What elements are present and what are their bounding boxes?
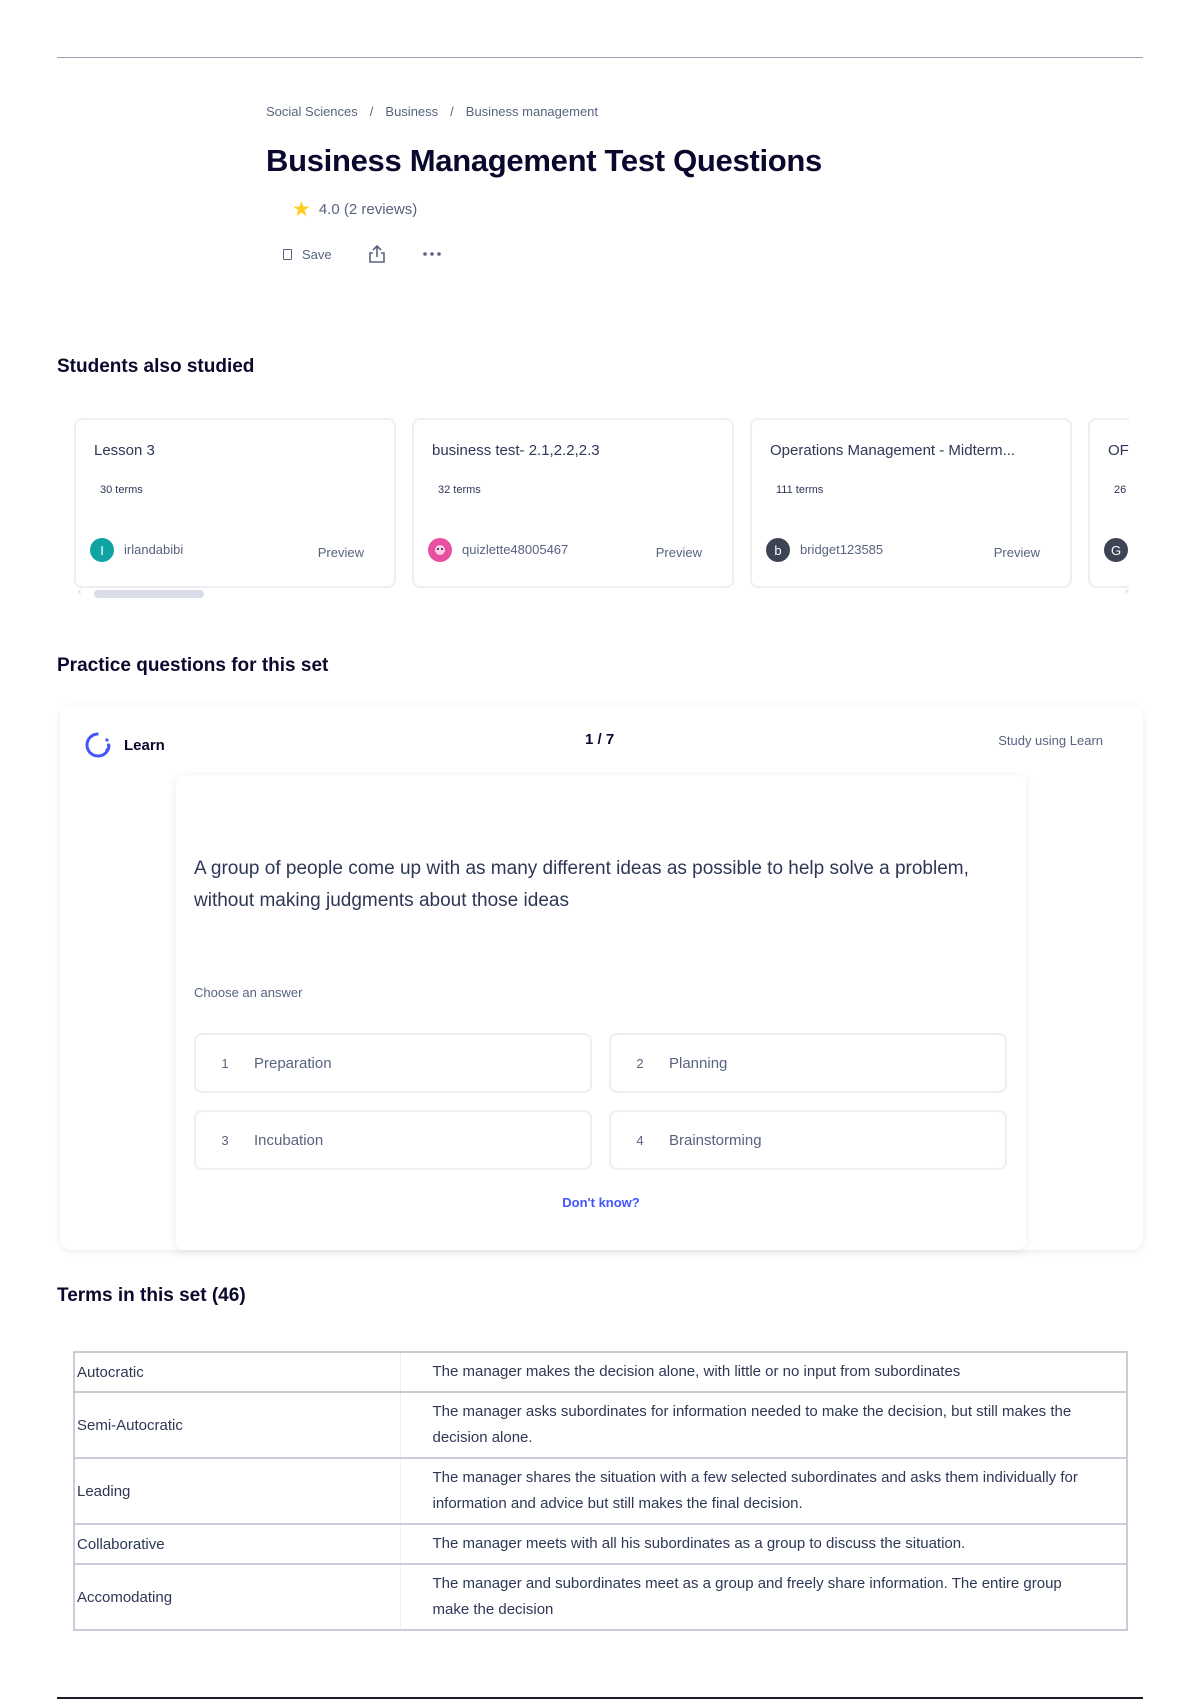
scroll-left-icon[interactable]: ‹ bbox=[78, 586, 82, 597]
breadcrumb-item[interactable]: Business bbox=[385, 104, 439, 119]
option-label: Planning bbox=[669, 1054, 728, 1072]
breadcrumb bbox=[266, 104, 1126, 119]
avatar-face-icon bbox=[433, 543, 447, 557]
practice-questions-heading: Practice questions for this set bbox=[57, 655, 329, 676]
card-term-count: 30 terms bbox=[100, 484, 143, 496]
rating-text: 4.0 (2 reviews) bbox=[318, 201, 418, 218]
card-username[interactable]: irlandabibi bbox=[124, 542, 184, 557]
term-cell: Collaborative bbox=[74, 1524, 400, 1564]
term-cell: Semi-Autocratic bbox=[74, 1392, 400, 1458]
bottom-divider bbox=[57, 1697, 1143, 1699]
option-number: 1 bbox=[221, 1055, 229, 1071]
practice-panel bbox=[60, 705, 1143, 1250]
option-label: Incubation bbox=[254, 1131, 324, 1149]
avatar: b bbox=[766, 538, 790, 562]
related-set-card[interactable] bbox=[412, 418, 734, 588]
answer-option[interactable] bbox=[194, 1033, 592, 1093]
definition-cell: The manager makes the decision alone, with little or no input from subordinates bbox=[400, 1352, 1127, 1392]
answer-option[interactable] bbox=[609, 1033, 1007, 1093]
card-title: Lesson 3 bbox=[94, 442, 155, 459]
star-icon: ★ bbox=[292, 198, 311, 221]
answer-option[interactable] bbox=[194, 1110, 592, 1170]
scrollbar-thumb[interactable] bbox=[94, 590, 204, 598]
option-number: 4 bbox=[636, 1132, 644, 1148]
save-label: Save bbox=[302, 246, 332, 262]
definition-cell: The manager asks subordinates for information needed to make the decision, but still makes the decision alone. bbox=[400, 1392, 1127, 1458]
share-button[interactable] bbox=[368, 244, 386, 264]
card-username[interactable]: quizlette48005467 bbox=[462, 542, 569, 557]
terms-heading: Terms in this set (46) bbox=[57, 1285, 246, 1306]
more-icon bbox=[422, 251, 442, 257]
page-title: Business Management Test Questions bbox=[266, 143, 822, 178]
option-label: Preparation bbox=[254, 1054, 332, 1072]
card-title: business test- 2.1,2.2,2.3 bbox=[432, 442, 600, 459]
card-term-count: 32 terms bbox=[438, 484, 481, 496]
preview-button[interactable]: Preview bbox=[655, 545, 702, 560]
study-using-learn-link[interactable]: Study using Learn bbox=[998, 733, 1103, 748]
breadcrumb-separator: / bbox=[450, 104, 454, 119]
table-row bbox=[74, 1352, 1127, 1392]
save-button[interactable] bbox=[283, 247, 332, 262]
choose-answer-label: Choose an answer bbox=[194, 985, 303, 1000]
option-number: 2 bbox=[636, 1055, 644, 1071]
learn-icon bbox=[84, 731, 112, 759]
set-actions bbox=[283, 244, 1126, 264]
related-set-card[interactable] bbox=[74, 418, 396, 588]
question-counter: 1 / 7 bbox=[585, 731, 615, 748]
term-cell: Autocratic bbox=[74, 1352, 400, 1392]
avatar: G bbox=[1104, 538, 1128, 562]
card-term-count: 26 bbox=[1114, 484, 1127, 496]
breadcrumb-item[interactable]: Business management bbox=[465, 104, 599, 119]
rating[interactable] bbox=[292, 199, 1126, 220]
table-row bbox=[74, 1458, 1127, 1524]
card-term-count: 111 terms bbox=[776, 484, 824, 496]
scroll-right-icon[interactable]: › bbox=[1124, 586, 1128, 597]
terms-table bbox=[73, 1351, 1128, 1631]
learn-mode-label bbox=[84, 731, 165, 759]
card-username[interactable]: bridget123585 bbox=[800, 542, 884, 557]
table-row bbox=[74, 1564, 1127, 1630]
card-title: Operations Management - Midterm... bbox=[770, 442, 1016, 459]
breadcrumb-separator: / bbox=[369, 104, 374, 119]
question-text: A group of people come up with as many different ideas as possible to help solve a problem, without making judgments about those ideas bbox=[194, 858, 969, 911]
question-card bbox=[176, 775, 1026, 1250]
more-options-button[interactable] bbox=[422, 251, 442, 257]
option-label: Brainstorming bbox=[669, 1131, 762, 1149]
term-cell: Accomodating bbox=[74, 1564, 400, 1630]
term-cell: Leading bbox=[74, 1458, 400, 1524]
set-header bbox=[266, 104, 1126, 264]
related-sets-carousel bbox=[74, 418, 1129, 588]
top-divider bbox=[57, 57, 1143, 58]
avatar: I bbox=[90, 538, 114, 562]
related-set-card[interactable] bbox=[1088, 418, 1129, 588]
table-row bbox=[74, 1524, 1127, 1564]
preview-button[interactable]: Preview bbox=[317, 545, 364, 560]
table-row bbox=[74, 1392, 1127, 1458]
carousel-scrollbar[interactable] bbox=[78, 586, 1128, 600]
definition-cell: The manager meets with all his subordinates as a group to discuss the situation. bbox=[400, 1524, 1127, 1564]
preview-button[interactable]: Preview bbox=[993, 545, 1040, 560]
avatar bbox=[428, 538, 452, 562]
learn-label-text: Learn bbox=[124, 736, 165, 754]
related-set-card[interactable] bbox=[750, 418, 1072, 588]
breadcrumb-item[interactable]: Social Sciences bbox=[266, 104, 358, 119]
dont-know-button[interactable]: Don't know? bbox=[562, 1195, 640, 1210]
definition-cell: The manager shares the situation with a few selected subordinates and asks them individually for information and advice but still makes the final decision. bbox=[400, 1458, 1127, 1524]
definition-cell: The manager and subordinates meet as a group and freely share information. The entire group make the decision bbox=[400, 1564, 1127, 1630]
share-icon bbox=[368, 244, 386, 264]
card-title: OF bbox=[1108, 442, 1129, 459]
bookmark-icon bbox=[283, 249, 292, 260]
option-number: 3 bbox=[221, 1132, 229, 1148]
students-also-studied-heading: Students also studied bbox=[57, 356, 255, 377]
answer-option[interactable] bbox=[609, 1110, 1007, 1170]
